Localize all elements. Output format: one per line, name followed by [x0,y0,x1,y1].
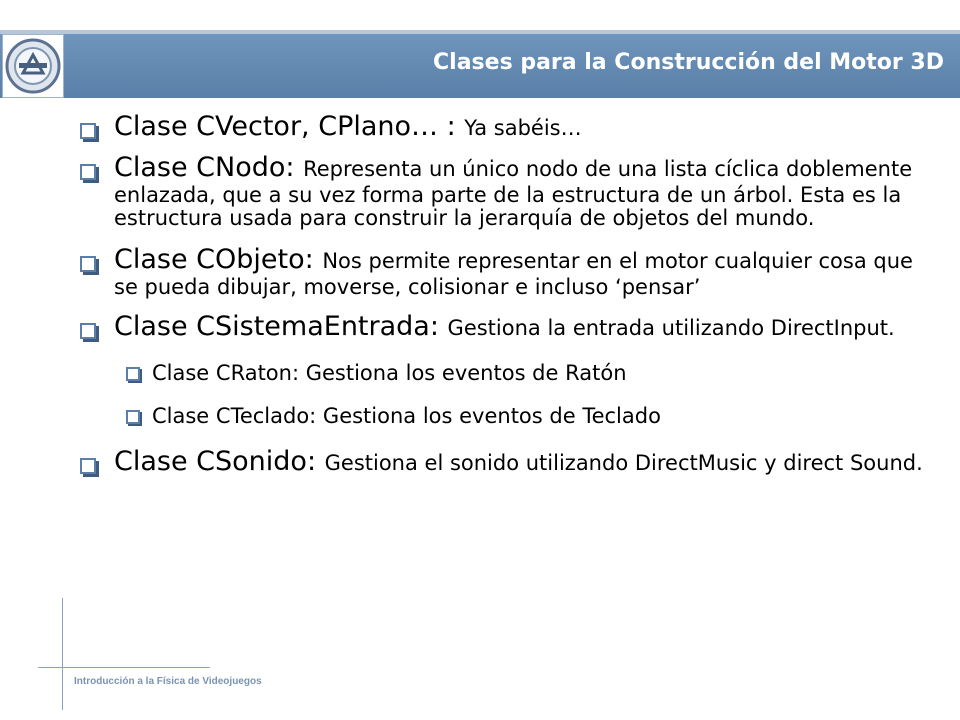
bullet-description: Ya sabéis… [464,116,582,140]
bullet-description: Gestiona la entrada utilizando DirectInput. [447,316,895,341]
bullet-square-icon [80,164,96,180]
bullet-square-icon [80,458,96,474]
sub-bullet-item [126,404,940,429]
bullet-heading: Clase CNodo: [114,151,304,183]
footer-horizontal-rule [38,667,210,668]
bullet-description: Nos permite representar en el motor cualquier cosa que se pueda dibujar, moverse, colisionar e incluso ‘pensar’ [114,249,913,300]
bullet-item [80,153,940,232]
bullet-heading: Clase CObjeto: [114,244,323,276]
bullet-square-icon [126,367,140,381]
sub-bullet-text: Clase CRaton: Gestiona los eventos de Ratón [152,360,627,385]
bullet-item [80,245,940,300]
bullet-item [80,312,940,343]
sub-bullet-text: Clase CTeclado: Gestiona los eventos de Teclado [152,404,661,429]
logo [2,34,64,98]
bullet-item [80,447,940,478]
bullet-square-icon [80,323,96,339]
footer-vertical-rule [62,598,63,710]
bullet-heading: Clase CVector, CPlano… : [114,111,465,142]
footer-text: Introducción a la Física de Videojuegos [74,676,262,687]
bullet-square-icon [80,256,96,272]
slide-title: Clases para la Construcción del Motor 3D [433,50,944,75]
bullet-description: Gestiona el sonido utilizando DirectMusic y direct Sound. [324,451,923,476]
bullet-square-icon [80,123,96,139]
bullet-list [80,112,940,500]
gaia-logo-icon [3,35,63,97]
sub-bullet-item [126,361,940,386]
bullet-square-icon [126,410,140,424]
bullet-heading: Clase CSonido: [114,446,325,478]
bullet-item [80,112,940,143]
bullet-description: Representa un único nodo de una lista cíclica doblemente enlazada, que a su vez forma parte de la estructura de un árbol. Esta es la estructura usada para construir la jerarquía de objetos del mundo. [114,156,913,231]
bullet-heading: Clase CSistemaEntrada: [114,311,448,343]
